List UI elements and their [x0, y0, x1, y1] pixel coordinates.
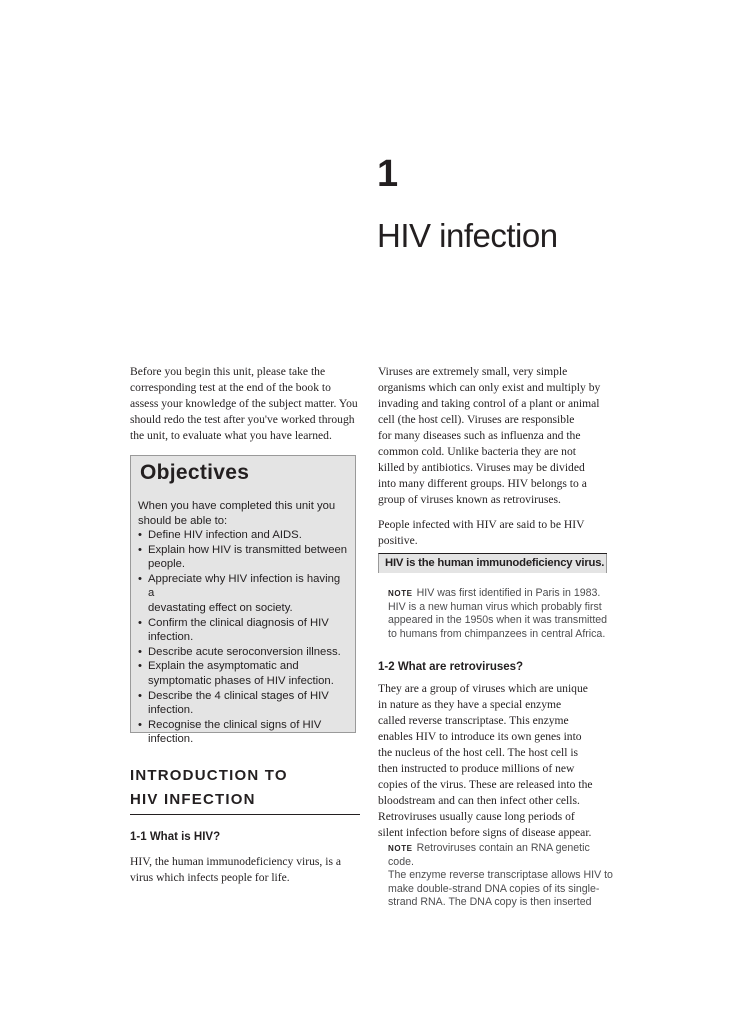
text-line: should be able to:	[138, 514, 228, 527]
text-line: devastating effect on society.	[148, 601, 293, 614]
bullet: •	[138, 660, 142, 673]
text-line: cell (the host cell). Viruses are responsible	[378, 413, 575, 426]
text-line: copies of the virus. These are released into the	[378, 778, 593, 791]
text-line: HIV, the human immunodeficiency virus, is a	[130, 855, 342, 868]
text-line: People infected with HIV are said to be HIV	[378, 518, 585, 531]
text-line: into many different groups. HIV belongs to a	[378, 477, 587, 490]
list-item	[137, 543, 349, 572]
note-label: NOTE	[388, 844, 413, 853]
text-line: organisms which can only exist and multiply by	[378, 381, 601, 394]
text-line: Describe acute seroconversion illness.	[148, 645, 341, 658]
text-line: infection.	[148, 631, 194, 644]
text-line: positive.	[378, 534, 418, 547]
list-item	[137, 659, 349, 688]
list-item	[137, 616, 349, 645]
text-line: Confirm the clinical diagnosis of HIV	[148, 616, 329, 629]
text-line: infection.	[148, 704, 194, 717]
text-line: strand RNA. The DNA copy is then inserted	[388, 896, 592, 909]
text-line: corresponding test at the end of the book to	[130, 381, 331, 394]
objectives-intro	[138, 499, 349, 528]
question-answer	[130, 854, 362, 886]
list-item	[137, 645, 349, 660]
text-line: the unit, to evaluate what you have learned.	[130, 429, 332, 442]
list-item	[137, 528, 349, 543]
text-line: HIV is a new human virus which probably first	[388, 600, 602, 613]
text-line: then instructed to produce millions of new	[378, 762, 575, 775]
text-line: group of viruses known as retroviruses.	[378, 493, 561, 506]
bullet: •	[138, 645, 142, 658]
text-line: Define HIV infection and AIDS.	[148, 529, 302, 541]
text-line: They are a group of viruses which are unique	[378, 682, 588, 695]
question-heading: 1-1 What is HIV?	[130, 831, 221, 843]
question-block	[378, 660, 618, 841]
question-heading: 1-2 What are retroviruses?	[378, 661, 524, 673]
text-line: to humans from chimpanzees in central Africa.	[388, 627, 606, 640]
bullet: •	[138, 572, 142, 585]
bullet: •	[138, 543, 142, 556]
text-line: The enzyme reverse transcriptase allows HIV to	[388, 869, 613, 882]
note-block	[378, 842, 618, 910]
objectives-list	[137, 528, 349, 747]
bullet: •	[138, 616, 142, 629]
text-line: should redo the test after you've worked through	[130, 413, 355, 426]
viruses-paragraph	[378, 364, 610, 549]
section-heading	[130, 764, 360, 815]
list-item	[137, 689, 349, 718]
text-line: INTRODUCTION TO	[130, 767, 288, 784]
text-line: Before you begin this unit, please take the	[130, 365, 326, 378]
text-line: enables HIV to introduce its own genes into	[378, 730, 582, 743]
text-line: Explain the asymptomatic and	[148, 660, 299, 673]
text-line: bloodstream and can then infect other cells.	[378, 794, 580, 807]
text-line: infection.	[148, 733, 194, 746]
text-line: the nucleus of the host cell. The host cell is	[378, 746, 579, 759]
text-line: Describe the 4 clinical stages of HIV	[148, 689, 329, 702]
text-line: killed by antibiotics. Viruses may be divided	[378, 461, 585, 474]
chapter-title: HIV infection	[377, 217, 558, 254]
intro-paragraph	[130, 364, 362, 444]
text-line: Appreciate why HIV infection is having a	[148, 572, 341, 600]
list-item	[137, 718, 349, 747]
text-line: Recognise the clinical signs of HIV	[148, 718, 322, 731]
text-line: assess your knowledge of the subject matter. You	[130, 397, 358, 410]
chapter-number: 1	[377, 153, 399, 195]
text-line: Retroviruses contain an RNA genetic code.	[388, 842, 590, 868]
bullet: •	[138, 529, 142, 541]
text-line: make double-strand DNA copies of its single-	[388, 882, 600, 895]
note-block	[378, 587, 618, 641]
text-line: people.	[148, 558, 186, 571]
text-line: invading and taking control of a plant or animal	[378, 397, 600, 410]
text-line: Retroviruses usually cause long periods of	[378, 810, 575, 823]
text-line: for many diseases such as influenza and the	[378, 429, 581, 442]
text-line: Explain how HIV is transmitted between	[148, 543, 348, 556]
text-line: HIV INFECTION	[130, 791, 256, 808]
text-line: appeared in the 1950s when it was transmitted	[388, 614, 608, 627]
list-item	[137, 572, 349, 616]
note-label: NOTE	[388, 589, 413, 598]
text-line: silent infection before signs of disease appear.	[378, 826, 592, 839]
callout-box: HIV is the human immunodeficiency virus.	[378, 553, 607, 573]
question-answer	[378, 681, 618, 841]
text-line: HIV was first identified in Paris in 1983.	[416, 587, 601, 599]
bullet: •	[138, 718, 142, 731]
text-line: Viruses are extremely small, very simple	[378, 365, 568, 378]
objectives-heading: Objectives	[140, 461, 250, 484]
text-line: common cold. Unlike bacteria they are not	[378, 445, 576, 458]
bullet: •	[138, 689, 142, 702]
question-block	[130, 830, 362, 886]
text-line: When you have completed this unit you	[138, 500, 336, 512]
hiv-positive-paragraph	[378, 517, 610, 549]
text-line: symptomatic phases of HIV infection.	[148, 674, 334, 687]
text-line: in nature as they have a special enzyme	[378, 698, 562, 711]
objectives-box	[130, 455, 356, 746]
text-line: called reverse transcriptase. This enzyme	[378, 714, 569, 727]
text-line: virus which infects people for life.	[130, 871, 290, 884]
